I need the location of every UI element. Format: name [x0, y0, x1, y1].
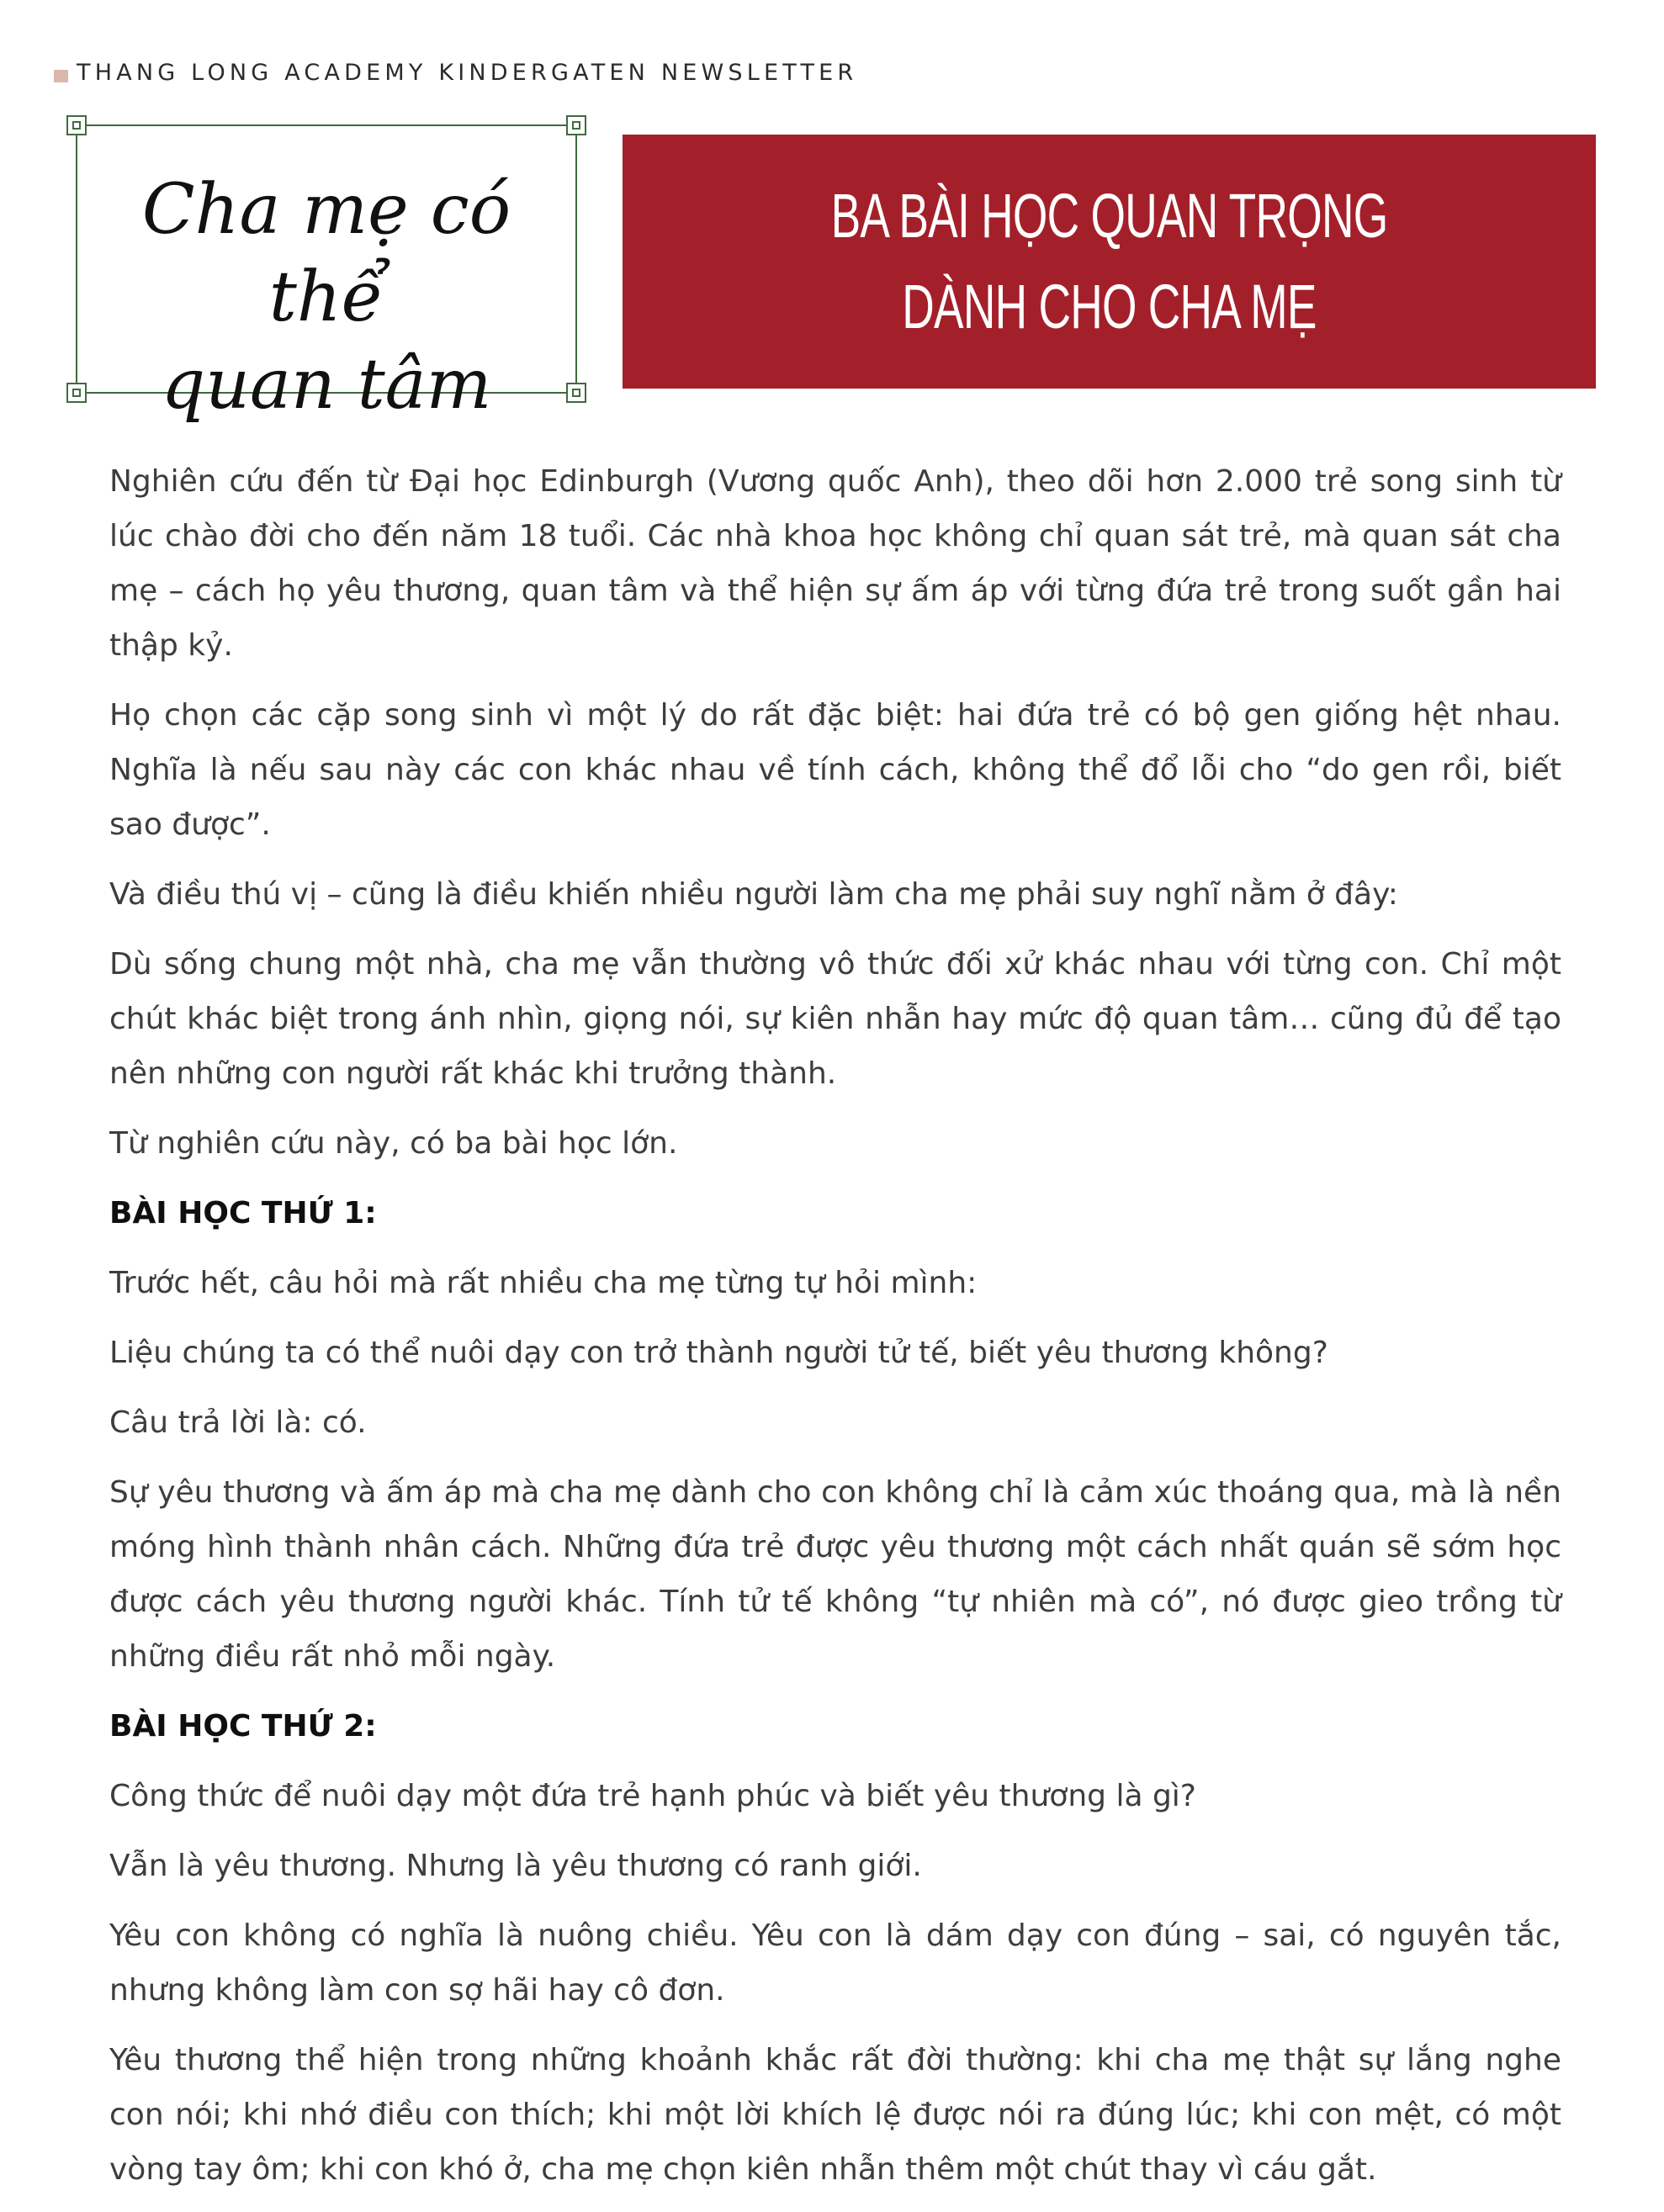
section-title-line-1: Cha mẹ có thể: [141, 170, 511, 337]
paragraph: Dù sống chung một nhà, cha mẹ vẫn thường vô thức đối xử khác nhau với từng con. Chỉ một chút khác biệt trong ánh nhìn, giọng nói, sự kiên nhẫn hay mức độ quan tâm… cũng đủ để tạo nên những con người rất khác khi trưởng thành.: [109, 947, 1561, 1091]
paragraph: Yêu con không có nghĩa là nuông chiều. Yêu con là dám dạy con đúng – sai, có nguyên tắc, nhưng không làm con sợ hãi hay cô đơn.: [109, 1918, 1561, 2008]
paragraph: Công thức để nuôi dạy một đứa trẻ hạnh phúc và biết yêu thương là gì?: [109, 1779, 1196, 1813]
header-square-mark: [54, 70, 68, 82]
headline-line-2: DÀNH CHO CHA MẸ: [902, 272, 1317, 341]
paragraph: Từ nghiên cứu này, có ba bài học lớn.: [109, 1126, 678, 1161]
paragraph: Câu trả lời là: có.: [109, 1405, 367, 1440]
lesson-1-heading: BÀI HỌC THỨ 1:: [109, 1196, 377, 1230]
corner-ornament-icon: [66, 115, 87, 135]
paragraph: Liệu chúng ta có thể nuôi dạy con trở thành người tử tế, biết yêu thương không?: [109, 1336, 1328, 1370]
lesson-2-heading: BÀI HỌC THỨ 2:: [109, 1709, 377, 1744]
article-body: [109, 454, 1561, 2212]
headline-line-1: BA BÀI HỌC QUAN TRỌNG: [830, 181, 1388, 251]
paragraph: Vẫn là yêu thương. Nhưng là yêu thương có ranh giới.: [109, 1849, 922, 1883]
paragraph: Sự yêu thương và ấm áp mà cha mẹ dành cho con không chỉ là cảm xúc thoáng qua, mà là nền móng hình thành nhân cách. Những đứa trẻ được yêu thương một cách nhất quán sẽ sớm học được cách yêu thương người khác. Tính tử tế không “tự nhiên mà có”, nó được gieo trồng từ những điều rất nhỏ mỗi ngày.: [109, 1475, 1561, 1674]
section-title: [77, 167, 575, 429]
section-title-line-2: quan tâm: [161, 345, 492, 425]
newsletter-title: THANG LONG ACADEMY KINDERGATEN NEWSLETTER: [77, 59, 858, 86]
paragraph: Nghiên cứu đến từ Đại học Edinburgh (Vương quốc Anh), theo dõi hơn 2.000 trẻ song sinh từ lúc chào đời cho đến năm 18 tuổi. Các nhà khoa học không chỉ quan sát trẻ, mà quan sát cha mẹ – cách họ yêu thương, quan tâm và thể hiện sự ấm áp với từng đứa trẻ trong suốt gần hai thập kỷ.: [109, 464, 1561, 663]
paragraph: Trước hết, câu hỏi mà rất nhiều cha mẹ từng tự hỏi mình:: [109, 1266, 978, 1300]
corner-ornament-icon: [566, 115, 586, 135]
newsletter-header: [54, 56, 857, 89]
paragraph: Họ chọn các cặp song sinh vì một lý do rất đặc biệt: hai đứa trẻ có bộ gen giống hệt nhau. Nghĩa là nếu sau này các con khác nhau về tính cách, không thể đổ lỗi cho “do gen rồi, biết sao được”.: [109, 698, 1561, 842]
paragraph: Yêu thương thể hiện trong những khoảnh khắc rất đời thường: khi cha mẹ thật sự lắng nghe con nói; khi nhớ điều con thích; khi một lời khích lệ được nói ra đúng lúc; khi con mệt, có một vòng tay ôm; khi con khó ở, cha mẹ chọn kiên nhẫn thêm một chút thay vì cáu gắt.: [109, 2043, 1561, 2187]
framed-title-box: [76, 124, 577, 425]
article-headline-banner: [623, 135, 1596, 389]
paragraph: Và điều thú vị – cũng là điều khiến nhiều người làm cha mẹ phải suy nghĩ nằm ở đây:: [109, 877, 1398, 912]
